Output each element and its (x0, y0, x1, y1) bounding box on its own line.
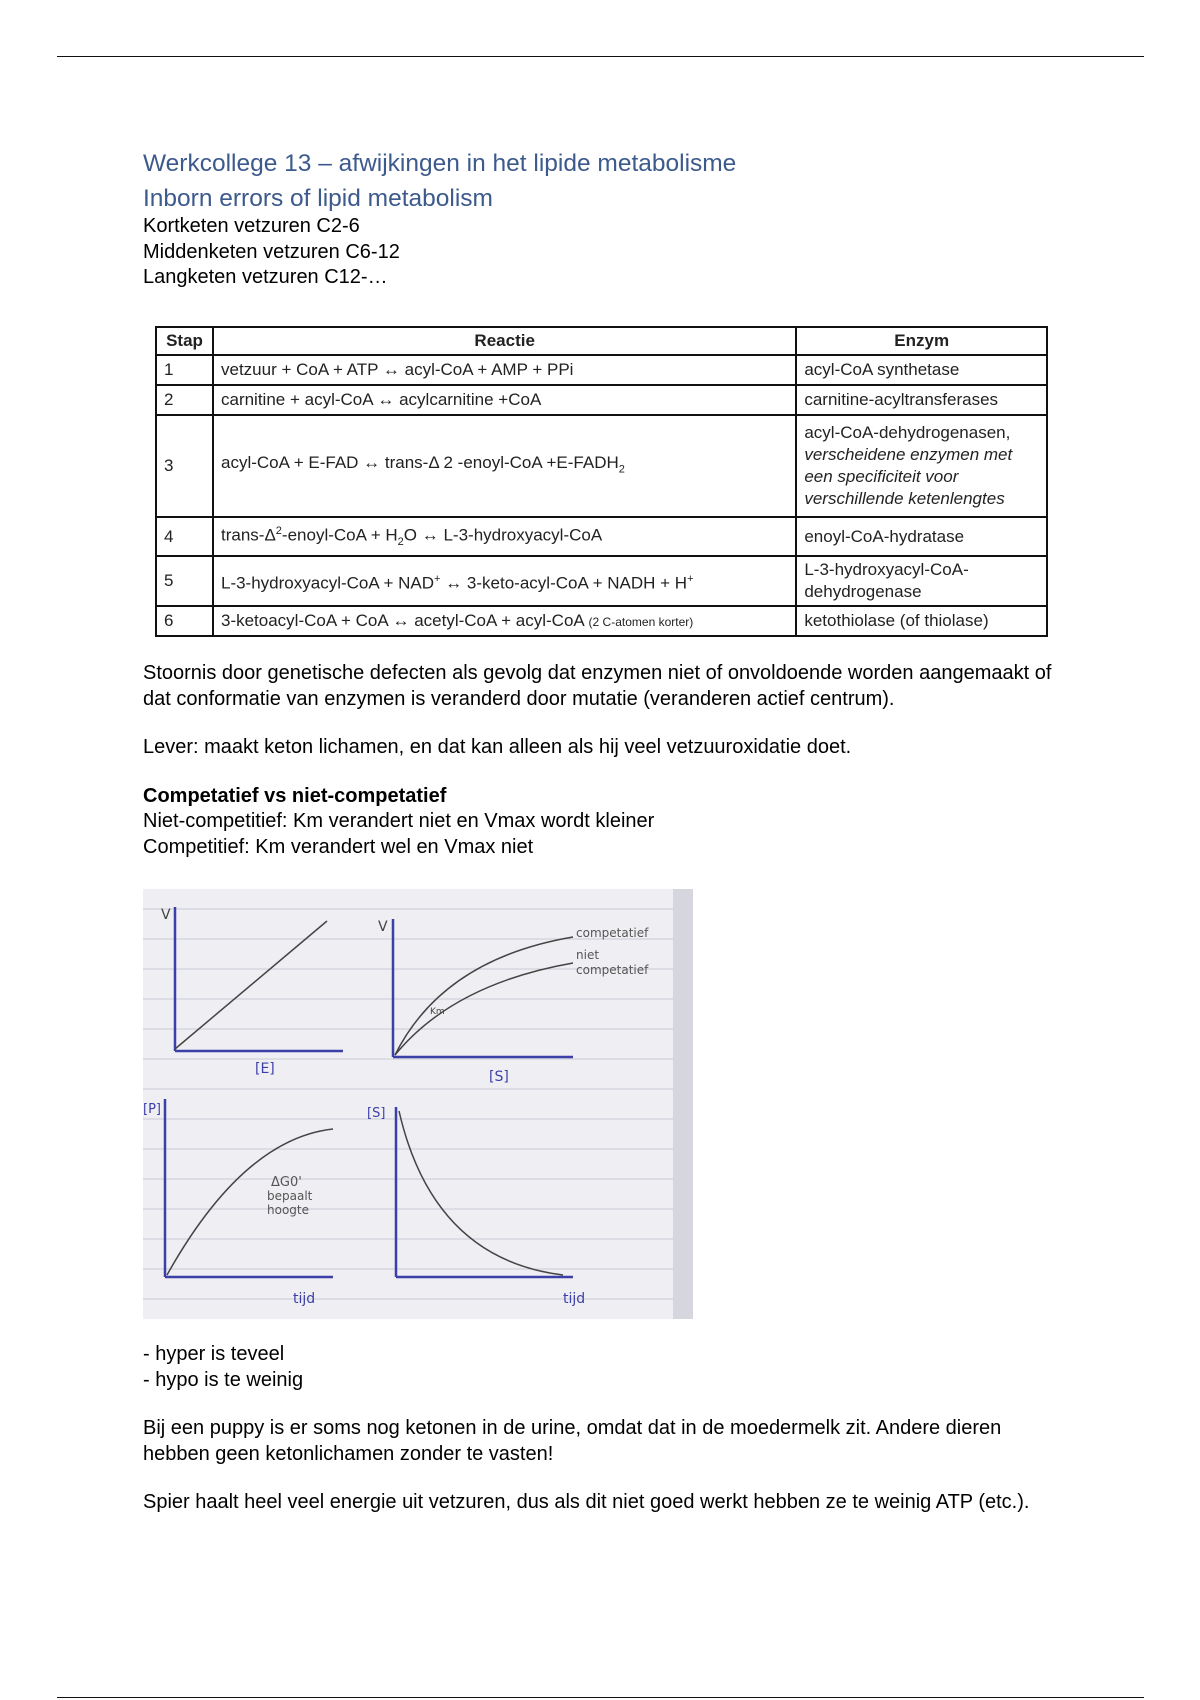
column-header: Enzym (796, 327, 1047, 355)
column-header: Reactie (213, 327, 796, 355)
reaction-text: trans-Δ (220, 525, 276, 545)
step-cell: 4 (156, 517, 213, 556)
x-axis-label: tijd (293, 1291, 316, 1307)
enzyme-text: acyl-CoA-dehydrogenasen, (804, 423, 1011, 442)
intro-line: Langketen vetzuren C12-… (143, 266, 388, 288)
table-row (156, 606, 1047, 636)
hypo-line: - hypo is te weinig (143, 1368, 304, 1391)
defects-paragraph: Stoornis door genetische defecten als gevolg dat enzymen niet of onvoldoende worden aangemaakt of dat conformatie van enzymen is veranderd door mutatie (veranderen actief centrum). (143, 662, 1052, 710)
enzyme-cell: acyl-CoA synthetase (796, 355, 1047, 385)
curve-label: niet (576, 948, 600, 962)
beta-oxidation-table (155, 326, 1048, 637)
table-row (156, 517, 1047, 556)
table-row (156, 355, 1047, 385)
reaction-note: (2 C-atomen korter) (588, 614, 694, 629)
muscle-paragraph: Spier haalt heel veel energie uit vetzuren, dus als dit niet goed werkt hebben ze te weinig ATP (etc.). (143, 1491, 1030, 1513)
reaction-cell: vetzuur + CoA + ATP ↔ acyl-CoA + AMP + PPi (213, 355, 796, 385)
x-axis-label: [E] (255, 1061, 275, 1077)
reaction-superscript: 2 (275, 525, 282, 537)
reaction-text: L-3-hydroxyacyl-CoA + NAD (220, 573, 435, 593)
y-axis-label: V (378, 919, 388, 935)
reaction-text: 3-ketoacyl-CoA + CoA ↔ acetyl-CoA + acyl-CoA (220, 610, 584, 630)
enzyme-cell (796, 415, 1047, 517)
noncompetitive-line: Niet-competitief: Km verandert niet en Vmax wordt kleiner (143, 810, 655, 832)
enzyme-cell: enoyl-CoA-hydratase (796, 517, 1047, 556)
curve-label: competatief (576, 926, 649, 940)
x-axis-label: [S] (489, 1069, 509, 1085)
top-rule (57, 56, 1144, 57)
curve-note: hoogte (267, 1203, 309, 1217)
reaction-text: acyl-CoA + E-FAD ↔ trans-Δ 2 -enoyl-CoA +E-FADH (220, 452, 619, 472)
liver-paragraph: Lever: maakt keton lichamen, en dat kan alleen als hij veel vetzuuroxidatie doet. (143, 736, 852, 758)
page-content (143, 148, 1063, 291)
bottom-rule (57, 1697, 1144, 1698)
enzyme-note: verscheidene enzymen met een specificiteit voor verschillende ketenlengtes (804, 445, 1013, 508)
body-text (143, 661, 1063, 860)
page-subtitle: Inborn errors of lipid metabolism (143, 185, 493, 212)
reaction-superscript: + (434, 572, 441, 585)
km-label: Km (430, 1007, 445, 1017)
competitive-line: Competitief: Km verandert wel en Vmax niet (143, 835, 534, 858)
competition-heading: Competatief vs niet-competatief (143, 784, 447, 807)
reaction-cell (213, 415, 796, 517)
curve-label: competatief (576, 963, 649, 977)
step-cell: 2 (156, 385, 213, 415)
reaction-subscript: 2 (397, 536, 404, 549)
enzyme-cell: carnitine-acyltransferases (796, 385, 1047, 415)
reaction-subscript: 2 (618, 463, 625, 476)
puppy-paragraph: Bij een puppy is er soms nog ketonen in de urine, omdat dat in de moedermelk zit. Andere dieren hebben geen ketonlichamen zonder te vasten! (143, 1417, 1002, 1465)
table-row (156, 415, 1047, 517)
reaction-cell (213, 556, 796, 606)
reaction-cell: carnitine + acyl-CoA ↔ acylcarnitine +CoA (213, 385, 796, 415)
curve-note: bepaalt (267, 1189, 313, 1203)
reaction-cell (213, 517, 796, 556)
reaction-text: O ↔ L-3-hydroxyacyl-CoA (403, 525, 603, 545)
table-header-row (156, 327, 1047, 355)
table-row (156, 556, 1047, 606)
y-axis-label: [S] (367, 1106, 386, 1121)
intro-line: Middenketen vetzuren C6-12 (143, 240, 400, 263)
y-axis-label: [P] (143, 1102, 161, 1117)
y-axis-label: V (161, 907, 171, 923)
handwritten-graphs-photo (143, 889, 693, 1319)
step-cell: 1 (156, 355, 213, 385)
step-cell: 6 (156, 606, 213, 636)
step-cell: 3 (156, 415, 213, 517)
curve-note: ΔG0' (271, 1175, 302, 1190)
hyper-line: - hyper is teveel (143, 1343, 285, 1365)
reaction-text: -enoyl-CoA + H (281, 525, 398, 545)
reaction-cell (213, 606, 796, 636)
reaction-superscript: + (687, 572, 694, 585)
reaction-text: ↔ 3-keto-acyl-CoA + NADH + H (440, 573, 688, 593)
enzyme-cell: ketothiolase (of thiolase) (796, 606, 1047, 636)
page-title: Werkcollege 13 – afwijkingen in het lipide metabolisme (143, 150, 737, 177)
column-header: Stap (156, 327, 213, 355)
intro-line: Kortketen vetzuren C2-6 (143, 215, 360, 237)
enzyme-cell: L-3-hydroxyacyl-CoA-dehydrogenase (796, 556, 1047, 606)
x-axis-label: tijd (563, 1291, 586, 1307)
footer-text (143, 1342, 1063, 1516)
step-cell: 5 (156, 556, 213, 606)
table-row (156, 385, 1047, 415)
